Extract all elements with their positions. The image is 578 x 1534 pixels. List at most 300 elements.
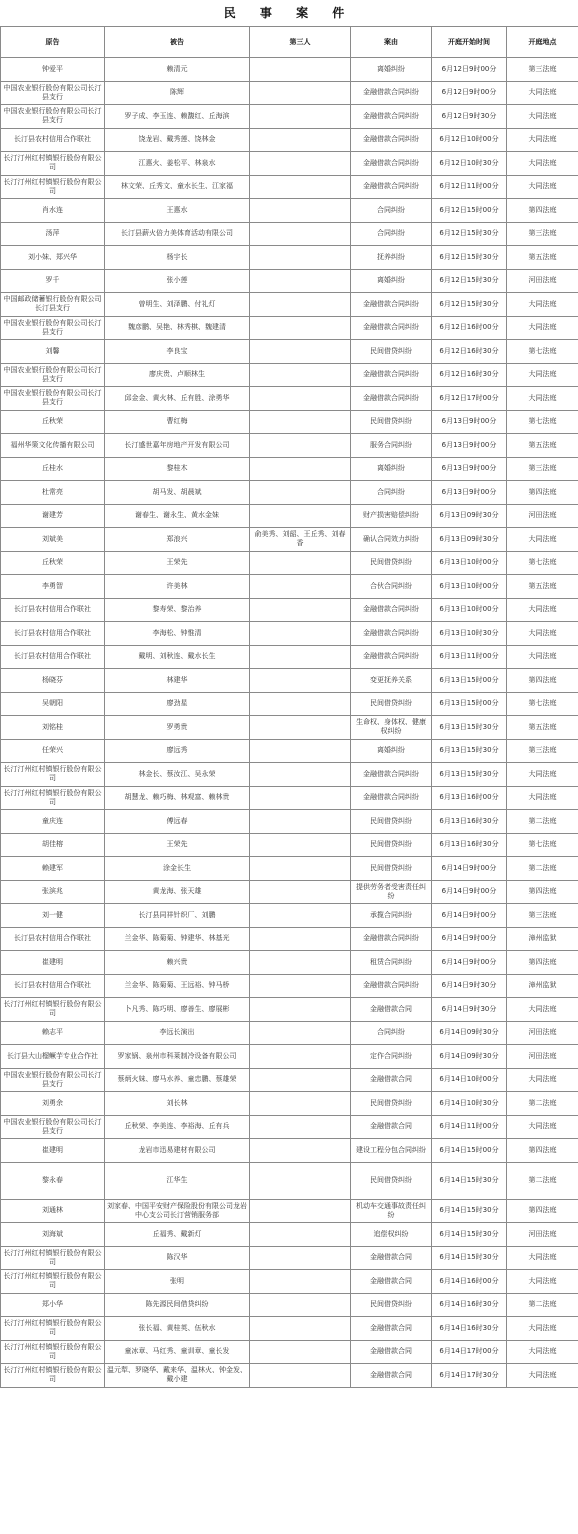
cell-plaintiff: 长汀汀州红村镇银行股份有限公司 xyxy=(1,1270,105,1294)
cell-defendant: 林文荣、丘秀文、童水长生、江家福 xyxy=(105,175,250,199)
cell-plaintiff: 赖建军 xyxy=(1,857,105,881)
cell-start-time: 6月13日16时30分 xyxy=(432,810,507,834)
cell-defendant: 罗勇贵 xyxy=(105,716,250,740)
cell-start-time: 6月12日10时30分 xyxy=(432,152,507,176)
cell-defendant: 陈汉华 xyxy=(105,1246,250,1270)
cell-cause: 金融借款合同纠纷 xyxy=(351,645,432,669)
cell-location: 第三法庭 xyxy=(507,222,578,246)
cell-plaintiff: 崔建明 xyxy=(1,1139,105,1163)
cell-cause: 生命权、身体权、健康权纠纷 xyxy=(351,716,432,740)
cell-plaintiff: 长汀汀州红村镇银行股份有限公司 xyxy=(1,152,105,176)
cell-location: 河田法庭 xyxy=(507,1021,578,1045)
cell-location: 第五法庭 xyxy=(507,246,578,270)
cell-third-party xyxy=(250,410,351,434)
cell-plaintiff: 中国农业银行股份有限公司长汀县支行 xyxy=(1,387,105,411)
cell-third-party xyxy=(250,880,351,904)
cell-defendant: 温元犁、罗晓华、戴来华、温林火、钟金发、戴小建 xyxy=(105,1364,250,1388)
cell-plaintiff: 刘一健 xyxy=(1,904,105,928)
cell-cause: 金融借款合同纠纷 xyxy=(351,152,432,176)
cell-defendant: 曹红梅 xyxy=(105,410,250,434)
cell-third-party xyxy=(250,833,351,857)
cell-cause: 民间借贷纠纷 xyxy=(351,857,432,881)
cell-defendant: 长汀盛世嘉年房地产开发有限公司 xyxy=(105,434,250,458)
cell-plaintiff: 中国农业银行股份有限公司长汀县支行 xyxy=(1,316,105,340)
cell-cause: 金融借款合同 xyxy=(351,1364,432,1388)
cell-third-party xyxy=(250,1364,351,1388)
cell-location: 第四法庭 xyxy=(507,1139,578,1163)
table-row xyxy=(1,716,578,740)
cell-start-time: 6月13日09时30分 xyxy=(432,528,507,552)
cell-defendant: 邱金金、黄火林、丘有胜、涂勇华 xyxy=(105,387,250,411)
table-row xyxy=(1,998,578,1022)
table-row xyxy=(1,528,578,552)
cell-third-party xyxy=(250,692,351,716)
cell-start-time: 6月12日15时30分 xyxy=(432,222,507,246)
cell-cause: 合同纠纷 xyxy=(351,222,432,246)
cell-third-party xyxy=(250,857,351,881)
cell-start-time: 6月14日9时30分 xyxy=(432,974,507,998)
cell-location: 大同法庭 xyxy=(507,1270,578,1294)
cell-location: 大同法庭 xyxy=(507,175,578,199)
cell-third-party xyxy=(250,1340,351,1364)
cell-defendant: 胡慧龙、赖巧梅、林观富、赖林贵 xyxy=(105,786,250,810)
cell-plaintiff: 长汀汀州红村镇银行股份有限公司 xyxy=(1,1364,105,1388)
table-row xyxy=(1,340,578,364)
cell-third-party xyxy=(250,575,351,599)
cell-third-party xyxy=(250,786,351,810)
table-row xyxy=(1,1364,578,1388)
cell-cause: 金融借款合同 xyxy=(351,1270,432,1294)
cell-third-party xyxy=(250,1115,351,1139)
cell-defendant: 长汀县薪火倍力美体育活动有限公司 xyxy=(105,222,250,246)
cell-location: 第二法庭 xyxy=(507,857,578,881)
cell-cause: 金融借款合同 xyxy=(351,1317,432,1341)
table-row xyxy=(1,810,578,834)
cell-location: 大同法庭 xyxy=(507,1317,578,1341)
cell-location: 第四法庭 xyxy=(507,669,578,693)
cell-defendant: 龙岩市迅易建材有限公司 xyxy=(105,1139,250,1163)
cell-cause: 金融借款合同纠纷 xyxy=(351,105,432,129)
table-row xyxy=(1,293,578,317)
cell-start-time: 6月14日9时00分 xyxy=(432,904,507,928)
cell-start-time: 6月13日9时00分 xyxy=(432,481,507,505)
cell-plaintiff: 丘秋荣 xyxy=(1,551,105,575)
cell-cause: 离婚纠纷 xyxy=(351,739,432,763)
cell-plaintiff: 肖水连 xyxy=(1,199,105,223)
cell-start-time: 6月13日15时30分 xyxy=(432,739,507,763)
cell-location: 大同法庭 xyxy=(507,622,578,646)
cell-cause: 民间借贷纠纷 xyxy=(351,1092,432,1116)
table-row xyxy=(1,105,578,129)
cell-third-party xyxy=(250,951,351,975)
cell-cause: 金融借款合同纠纷 xyxy=(351,128,432,152)
table-row xyxy=(1,316,578,340)
table-row xyxy=(1,763,578,787)
cell-start-time: 6月14日15时30分 xyxy=(432,1199,507,1223)
cell-defendant: 杨宇长 xyxy=(105,246,250,270)
cell-defendant: 王惠水 xyxy=(105,199,250,223)
cell-defendant: 李海松、钟惟清 xyxy=(105,622,250,646)
cell-defendant: 兰金华、陈菊菊、王远裕、钟马桥 xyxy=(105,974,250,998)
cell-location: 大同法庭 xyxy=(507,1246,578,1270)
cell-third-party xyxy=(250,316,351,340)
cell-defendant: 李远长演出 xyxy=(105,1021,250,1045)
cell-start-time: 6月14日11时00分 xyxy=(432,1115,507,1139)
cell-defendant: 江华生 xyxy=(105,1162,250,1199)
cell-third-party xyxy=(250,1293,351,1317)
cell-start-time: 6月14日09时30分 xyxy=(432,1045,507,1069)
cell-start-time: 6月14日10时30分 xyxy=(432,1092,507,1116)
header-third-party: 第三人 xyxy=(250,27,351,58)
cell-defendant: 廖远秀 xyxy=(105,739,250,763)
cell-cause: 金融借款合同纠纷 xyxy=(351,316,432,340)
cell-plaintiff: 刘斌美 xyxy=(1,528,105,552)
table-row xyxy=(1,410,578,434)
cell-cause: 建设工程分包合同纠纷 xyxy=(351,1139,432,1163)
table-row xyxy=(1,833,578,857)
cell-location: 第二法庭 xyxy=(507,1293,578,1317)
table-row xyxy=(1,1340,578,1364)
cell-defendant: 曾明生、刘泽鹏、付礼灯 xyxy=(105,293,250,317)
cell-cause: 金融借款合同 xyxy=(351,1246,432,1270)
cell-start-time: 6月13日15时00分 xyxy=(432,669,507,693)
cell-plaintiff: 刘通林 xyxy=(1,1199,105,1223)
cell-defendant: 蔡炳火妹、廖马水养、童忠鹏、蔡雄荣 xyxy=(105,1068,250,1092)
cell-plaintiff: 钟爱平 xyxy=(1,58,105,82)
cell-start-time: 6月14日9时00分 xyxy=(432,951,507,975)
cell-start-time: 6月12日17时00分 xyxy=(432,387,507,411)
table-row xyxy=(1,175,578,199)
cell-defendant: 长汀县同祥针织厂、刘鹏 xyxy=(105,904,250,928)
cell-third-party xyxy=(250,1068,351,1092)
cell-plaintiff: 刘勇余 xyxy=(1,1092,105,1116)
cell-plaintiff: 长汀汀州红村镇银行股份有限公司 xyxy=(1,1246,105,1270)
cell-plaintiff: 郑小华 xyxy=(1,1293,105,1317)
cell-defendant: 赖清元 xyxy=(105,58,250,82)
cell-start-time: 6月13日10时00分 xyxy=(432,551,507,575)
cell-plaintiff: 丘秋荣 xyxy=(1,410,105,434)
cell-defendant: 林金长、蔡汝江、吴永荣 xyxy=(105,763,250,787)
table-header-row xyxy=(1,27,578,58)
cell-third-party xyxy=(250,175,351,199)
cell-plaintiff: 刘铭桂 xyxy=(1,716,105,740)
cell-start-time: 6月13日10时30分 xyxy=(432,622,507,646)
cell-plaintiff: 吴朝阳 xyxy=(1,692,105,716)
cell-cause: 金融借款合同纠纷 xyxy=(351,622,432,646)
cell-location: 第七法庭 xyxy=(507,692,578,716)
cell-start-time: 6月12日16时30分 xyxy=(432,340,507,364)
cell-cause: 民间借贷纠纷 xyxy=(351,1293,432,1317)
cell-plaintiff: 杜常亮 xyxy=(1,481,105,505)
cell-plaintiff: 童庆连 xyxy=(1,810,105,834)
cell-start-time: 6月14日15时30分 xyxy=(432,1223,507,1247)
cell-location: 第二法庭 xyxy=(507,810,578,834)
cell-cause: 财产损害赔偿纠纷 xyxy=(351,504,432,528)
header-cause: 案由 xyxy=(351,27,432,58)
cell-start-time: 6月13日15时00分 xyxy=(432,692,507,716)
cell-third-party xyxy=(250,716,351,740)
cell-location: 大同法庭 xyxy=(507,81,578,105)
cell-third-party xyxy=(250,152,351,176)
cell-cause: 服务合同纠纷 xyxy=(351,434,432,458)
cell-defendant: 许美林 xyxy=(105,575,250,599)
cell-start-time: 6月14日09时30分 xyxy=(432,1021,507,1045)
cell-cause: 离婚纠纷 xyxy=(351,58,432,82)
cell-plaintiff: 张滨兆 xyxy=(1,880,105,904)
cell-cause: 民间借贷纠纷 xyxy=(351,692,432,716)
cell-defendant: 廖劲星 xyxy=(105,692,250,716)
cell-plaintiff: 长汀县农村信用合作联社 xyxy=(1,645,105,669)
cell-cause: 金融借款合同纠纷 xyxy=(351,786,432,810)
cell-plaintiff: 长汀汀州红村镇银行股份有限公司 xyxy=(1,998,105,1022)
table-row xyxy=(1,81,578,105)
cell-start-time: 6月14日9时00分 xyxy=(432,927,507,951)
cell-plaintiff: 中国农业银行股份有限公司长汀县支行 xyxy=(1,81,105,105)
cell-location: 第四法庭 xyxy=(507,951,578,975)
cell-location: 大同法庭 xyxy=(507,528,578,552)
table-row xyxy=(1,692,578,716)
cell-location: 大同法庭 xyxy=(507,763,578,787)
cell-defendant: 丘秋荣、李美连、李裕海、丘有兵 xyxy=(105,1115,250,1139)
cell-cause: 离婚纠纷 xyxy=(351,457,432,481)
cell-location: 第七法庭 xyxy=(507,551,578,575)
cell-plaintiff: 中国农业银行股份有限公司长汀县支行 xyxy=(1,363,105,387)
cell-cause: 金融借款合同 xyxy=(351,998,432,1022)
cell-third-party xyxy=(250,481,351,505)
cell-third-party xyxy=(250,998,351,1022)
cell-start-time: 6月12日15时00分 xyxy=(432,199,507,223)
table-row xyxy=(1,645,578,669)
cell-third-party xyxy=(250,387,351,411)
cell-plaintiff: 刘小妹、郑兴华 xyxy=(1,246,105,270)
cell-location: 漳州监狱 xyxy=(507,927,578,951)
cell-cause: 抚养纠纷 xyxy=(351,246,432,270)
cell-location: 第五法庭 xyxy=(507,434,578,458)
cell-start-time: 6月13日16时30分 xyxy=(432,833,507,857)
cell-start-time: 6月14日9时00分 xyxy=(432,880,507,904)
cell-start-time: 6月13日09时30分 xyxy=(432,504,507,528)
cell-cause: 金融借款合同纠纷 xyxy=(351,763,432,787)
cell-plaintiff: 长汀汀州红村镇银行股份有限公司 xyxy=(1,786,105,810)
cell-start-time: 6月13日9时00分 xyxy=(432,410,507,434)
cell-start-time: 6月13日10时00分 xyxy=(432,598,507,622)
cell-cause: 民间借贷纠纷 xyxy=(351,551,432,575)
cell-start-time: 6月14日10时00分 xyxy=(432,1068,507,1092)
cell-defendant: 谢春生、谢永生、黄水金妹 xyxy=(105,504,250,528)
cell-defendant: 刘长林 xyxy=(105,1092,250,1116)
cell-plaintiff: 长汀县农村信用合作联社 xyxy=(1,598,105,622)
cell-cause: 定作合同纠纷 xyxy=(351,1045,432,1069)
table-row xyxy=(1,504,578,528)
cell-start-time: 6月12日16时30分 xyxy=(432,363,507,387)
cell-start-time: 6月14日17时00分 xyxy=(432,1340,507,1364)
cell-plaintiff: 赖志平 xyxy=(1,1021,105,1045)
cell-start-time: 6月14日15时30分 xyxy=(432,1162,507,1199)
table-row xyxy=(1,363,578,387)
cell-start-time: 6月14日16时30分 xyxy=(432,1317,507,1341)
cell-defendant: 傅远春 xyxy=(105,810,250,834)
cell-location: 大同法庭 xyxy=(507,1340,578,1364)
cell-third-party xyxy=(250,1045,351,1069)
page-title: 民 事 案 件 xyxy=(223,6,355,20)
cell-defendant: 郑浪兴 xyxy=(105,528,250,552)
cell-third-party xyxy=(250,1246,351,1270)
cell-cause: 金融借款合同纠纷 xyxy=(351,927,432,951)
cell-third-party xyxy=(250,1162,351,1199)
cell-location: 漳州监狱 xyxy=(507,974,578,998)
cell-start-time: 6月13日15时30分 xyxy=(432,716,507,740)
cell-defendant: 饶龙岩、戴秀莲、饶林金 xyxy=(105,128,250,152)
cell-start-time: 6月14日9时30分 xyxy=(432,998,507,1022)
cell-defendant: 陈辉 xyxy=(105,81,250,105)
cell-plaintiff: 罗千 xyxy=(1,269,105,293)
cell-location: 大同法庭 xyxy=(507,998,578,1022)
civil-cases-table xyxy=(0,26,578,1388)
table-row xyxy=(1,481,578,505)
table-row xyxy=(1,951,578,975)
cell-plaintiff: 长汀汀州红村镇银行股份有限公司 xyxy=(1,763,105,787)
header-location: 开庭地点 xyxy=(507,27,578,58)
cell-plaintiff: 李勇智 xyxy=(1,575,105,599)
cell-third-party xyxy=(250,105,351,129)
cell-start-time: 6月12日9时00分 xyxy=(432,58,507,82)
cell-third-party xyxy=(250,246,351,270)
cell-plaintiff: 汤萍 xyxy=(1,222,105,246)
cell-plaintiff: 中国农业银行股份有限公司长汀县支行 xyxy=(1,1115,105,1139)
cell-third-party xyxy=(250,739,351,763)
cell-third-party xyxy=(250,927,351,951)
cell-third-party xyxy=(250,622,351,646)
cell-defendant: 张长福、黄桂英、伍秋水 xyxy=(105,1317,250,1341)
cell-cause: 确认合同效力纠纷 xyxy=(351,528,432,552)
cell-plaintiff: 谢建芳 xyxy=(1,504,105,528)
table-row xyxy=(1,434,578,458)
cell-cause: 金融借款合同纠纷 xyxy=(351,974,432,998)
cell-plaintiff: 中国农业银行股份有限公司长汀县支行 xyxy=(1,105,105,129)
cell-defendant: 陈先源民间借贷纠纷 xyxy=(105,1293,250,1317)
cell-cause: 金融借款合同纠纷 xyxy=(351,175,432,199)
header-plaintiff: 原告 xyxy=(1,27,105,58)
table-row xyxy=(1,1139,578,1163)
table-row xyxy=(1,857,578,881)
cell-start-time: 6月14日17时30分 xyxy=(432,1364,507,1388)
cell-plaintiff: 长汀县大山榴鳜芋专业合作社 xyxy=(1,1045,105,1069)
table-row xyxy=(1,1246,578,1270)
cell-start-time: 6月14日15时00分 xyxy=(432,1139,507,1163)
cell-third-party xyxy=(250,645,351,669)
table-row xyxy=(1,222,578,246)
cell-defendant: 戴明、刘秋连、戴水长生 xyxy=(105,645,250,669)
cell-plaintiff: 刘馨 xyxy=(1,340,105,364)
cell-third-party xyxy=(250,1270,351,1294)
cell-location: 河田法庭 xyxy=(507,269,578,293)
cell-defendant: 卜凡秀、陈巧明、廖善生、廖展彬 xyxy=(105,998,250,1022)
cell-location: 第七法庭 xyxy=(507,833,578,857)
cell-third-party xyxy=(250,763,351,787)
table-row xyxy=(1,1045,578,1069)
cell-defendant: 胡马发、胡晨斌 xyxy=(105,481,250,505)
cell-third-party xyxy=(250,128,351,152)
cell-start-time: 6月12日9时30分 xyxy=(432,105,507,129)
cell-third-party xyxy=(250,810,351,834)
table-row xyxy=(1,246,578,270)
cell-defendant: 王荣先 xyxy=(105,551,250,575)
table-row xyxy=(1,927,578,951)
cell-cause: 金融借款合同 xyxy=(351,1340,432,1364)
cell-defendant: 赖兴贵 xyxy=(105,951,250,975)
cell-plaintiff: 丘桂水 xyxy=(1,457,105,481)
cell-start-time: 6月13日9时00分 xyxy=(432,457,507,481)
table-row xyxy=(1,1223,578,1247)
cell-location: 河田法庭 xyxy=(507,1045,578,1069)
cell-cause: 金融借款合同纠纷 xyxy=(351,363,432,387)
cell-location: 第二法庭 xyxy=(507,1162,578,1199)
table-row xyxy=(1,904,578,928)
cell-cause: 合伙合同纠纷 xyxy=(351,575,432,599)
cell-third-party xyxy=(250,1139,351,1163)
cell-cause: 金融借款合同 xyxy=(351,1115,432,1139)
cell-location: 大同法庭 xyxy=(507,598,578,622)
cell-start-time: 6月13日10时00分 xyxy=(432,575,507,599)
cell-defendant: 兰金华、陈菊菊、钟建华、林基光 xyxy=(105,927,250,951)
header-start-time: 开庭开始时间 xyxy=(432,27,507,58)
cell-location: 第二法庭 xyxy=(507,1092,578,1116)
cell-defendant: 刘家春、中国平安财产保险股份有限公司龙岩中心支公司长汀营销服务部 xyxy=(105,1199,250,1223)
cell-location: 河田法庭 xyxy=(507,504,578,528)
cell-location: 大同法庭 xyxy=(507,128,578,152)
cell-plaintiff: 任荣兴 xyxy=(1,739,105,763)
cell-third-party xyxy=(250,1199,351,1223)
cell-cause: 提供劳务者受害责任纠纷 xyxy=(351,880,432,904)
cell-third-party xyxy=(250,669,351,693)
cell-location: 大同法庭 xyxy=(507,645,578,669)
cell-location: 第三法庭 xyxy=(507,457,578,481)
table-row xyxy=(1,1317,578,1341)
cell-location: 大同法庭 xyxy=(507,1364,578,1388)
table-row xyxy=(1,199,578,223)
cell-cause: 合同纠纷 xyxy=(351,481,432,505)
cell-location: 大同法庭 xyxy=(507,363,578,387)
cell-start-time: 6月13日16时00分 xyxy=(432,786,507,810)
cell-location: 大同法庭 xyxy=(507,105,578,129)
cell-third-party xyxy=(250,81,351,105)
cell-location: 大同法庭 xyxy=(507,293,578,317)
cell-plaintiff: 中国邮政储蓄银行股份有限公司长汀县支行 xyxy=(1,293,105,317)
table-row xyxy=(1,269,578,293)
cell-defendant: 李良宝 xyxy=(105,340,250,364)
cell-cause: 合同纠纷 xyxy=(351,1021,432,1045)
cell-cause: 金融借款合同 xyxy=(351,1068,432,1092)
cell-start-time: 6月12日15时30分 xyxy=(432,269,507,293)
cell-start-time: 6月14日15时30分 xyxy=(432,1246,507,1270)
cell-start-time: 6月12日15时30分 xyxy=(432,293,507,317)
cell-defendant: 童冰章、马红秀、童训章、童长发 xyxy=(105,1340,250,1364)
cell-third-party xyxy=(250,598,351,622)
cell-start-time: 6月12日9时00分 xyxy=(432,81,507,105)
cell-start-time: 6月14日9时00分 xyxy=(432,857,507,881)
cell-defendant: 黎寿荣、黎治养 xyxy=(105,598,250,622)
cell-defendant: 林建华 xyxy=(105,669,250,693)
cell-cause: 承揽合同纠纷 xyxy=(351,904,432,928)
cell-defendant: 江惠火、姜松平、林泉水 xyxy=(105,152,250,176)
cell-location: 第三法庭 xyxy=(507,904,578,928)
cell-location: 大同法庭 xyxy=(507,387,578,411)
cell-cause: 金融借款合同纠纷 xyxy=(351,81,432,105)
table-row xyxy=(1,457,578,481)
cell-location: 第四法庭 xyxy=(507,1199,578,1223)
cell-cause: 民间借贷纠纷 xyxy=(351,1162,432,1199)
cell-location: 大同法庭 xyxy=(507,316,578,340)
